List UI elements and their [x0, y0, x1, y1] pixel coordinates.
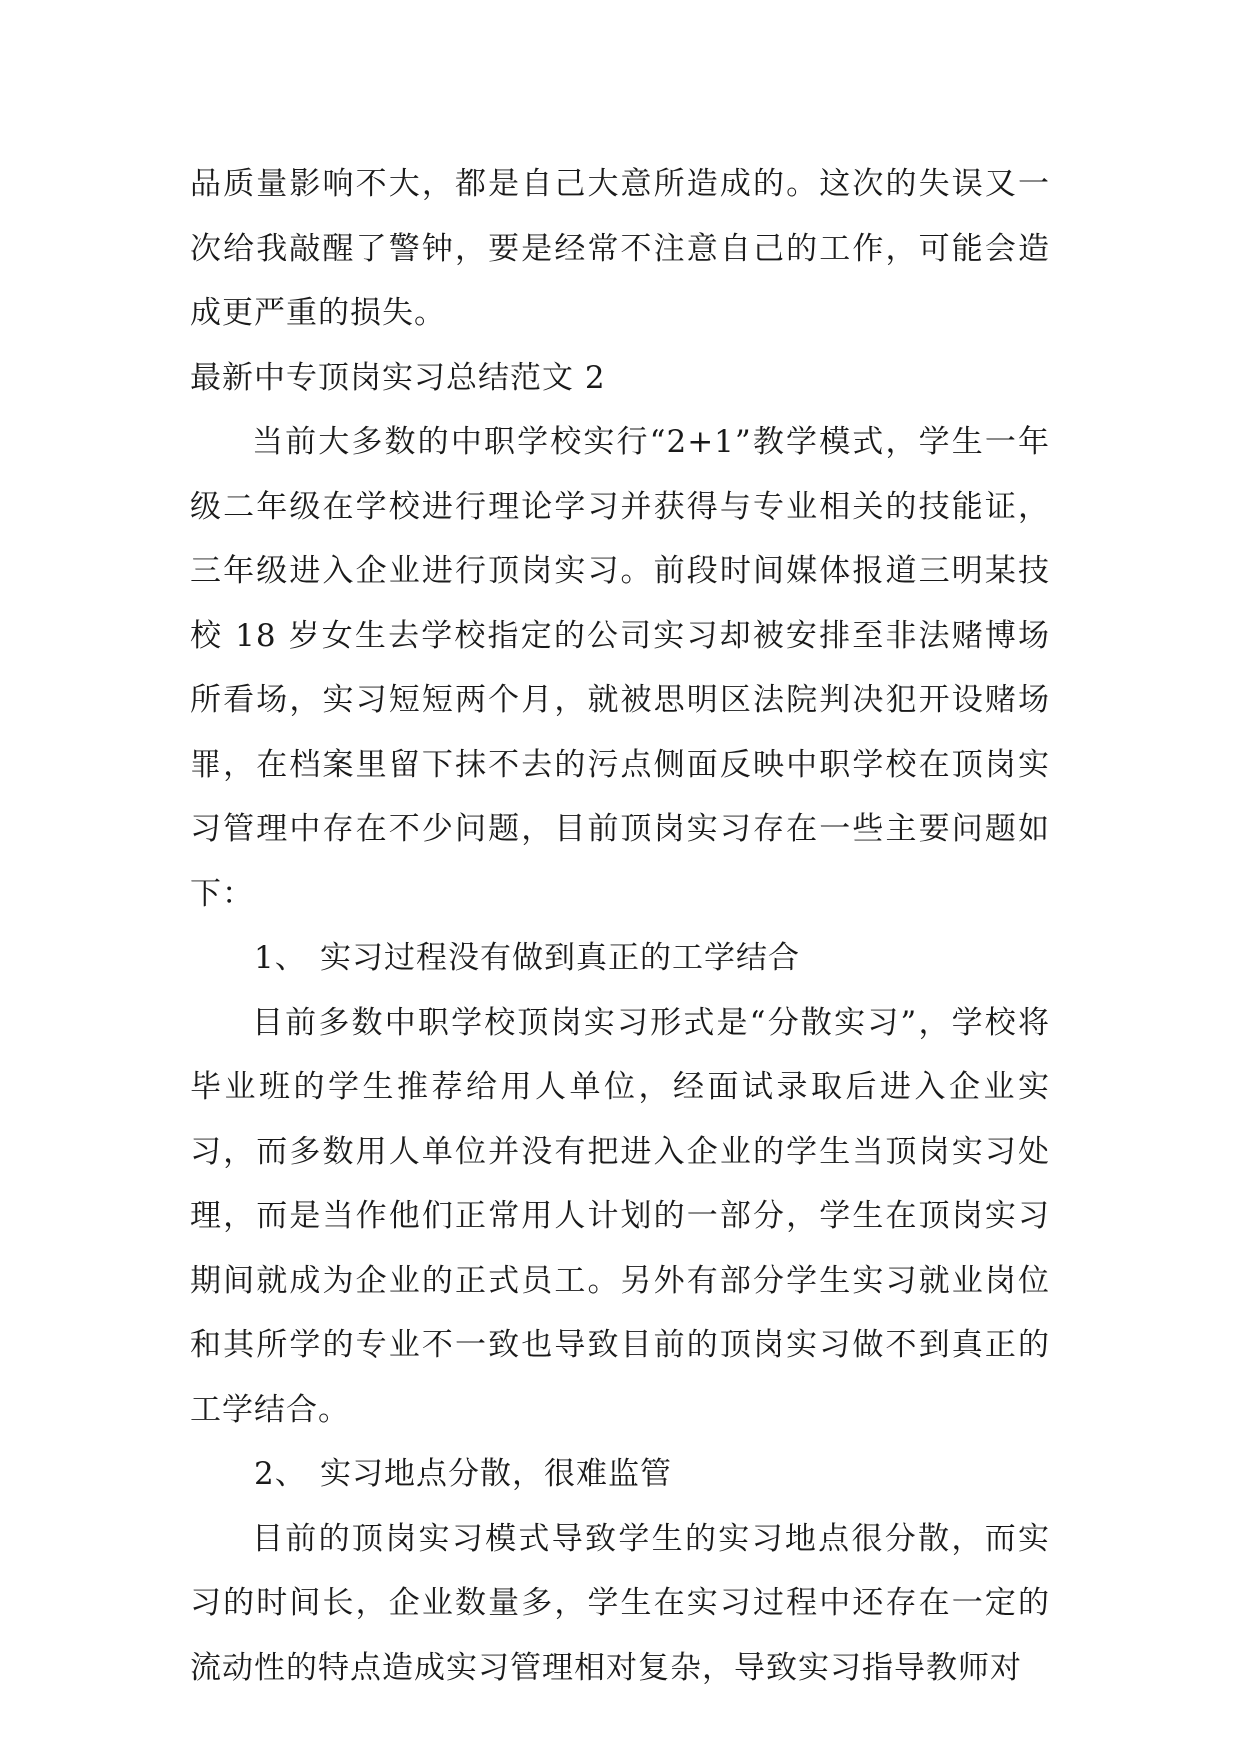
point-heading-1: [190, 926, 1050, 991]
document-page: [190, 152, 1050, 1700]
intro-paragraph: 当前大多数的中职学校实行“2+1”教学模式，学生一年级二年级在学校进行理论学习并获得与专业相关的技能证，三年级进入企业进行顶岗实习。前段时间媒体报道三明某技校 18 岁女生去学校指定的公司实习却被安排至非法赌博场所看场，实习短短两个月，就被思明区法院判决犯开设赌场罪，在档案里留下抹不去的污点侧面反映中职学校在顶岗实习管理中存在不少问题，目前顶岗实习存在一些主要问题如下：: [190, 424, 1050, 912]
point-title: 实习过程没有做到真正的工学结合: [320, 940, 800, 976]
continuation-paragraph: 品质量影响不大，都是自己大意所造成的。这次的失误又一次给我敲醒了警钟，要是经常不注意自己的工作，可能会造成更严重的损失。: [190, 166, 1050, 331]
point-number: 2、: [254, 1456, 307, 1492]
section-title: 最新中专顶岗实习总结范文 2: [190, 359, 606, 396]
point-number: 1、: [254, 940, 307, 976]
point-heading-2: [190, 1442, 1050, 1507]
point-title: 实习地点分散，很难监管: [320, 1456, 672, 1492]
point-body-1: 目前多数中职学校顶岗实习形式是“分散实习”，学校将毕业班的学生推荐给用人单位，经面试录取后进入企业实习，而多数用人单位并没有把进入企业的学生当顶岗实习处理，而是当作他们正常用人计划的一部分，学生在顶岗实习期间就成为企业的正式员工。另外有部分学生实习就业岗位和其所学的专业不一致也导致目前的顶岗实习做不到真正的工学结合。: [190, 1004, 1050, 1428]
point-body-2: 目前的顶岗实习模式导致学生的实习地点很分散，而实习的时间长，企业数量多，学生在实习过程中还存在一定的流动性的特点造成实习管理相对复杂，导致实习指导教师对: [190, 1520, 1050, 1686]
